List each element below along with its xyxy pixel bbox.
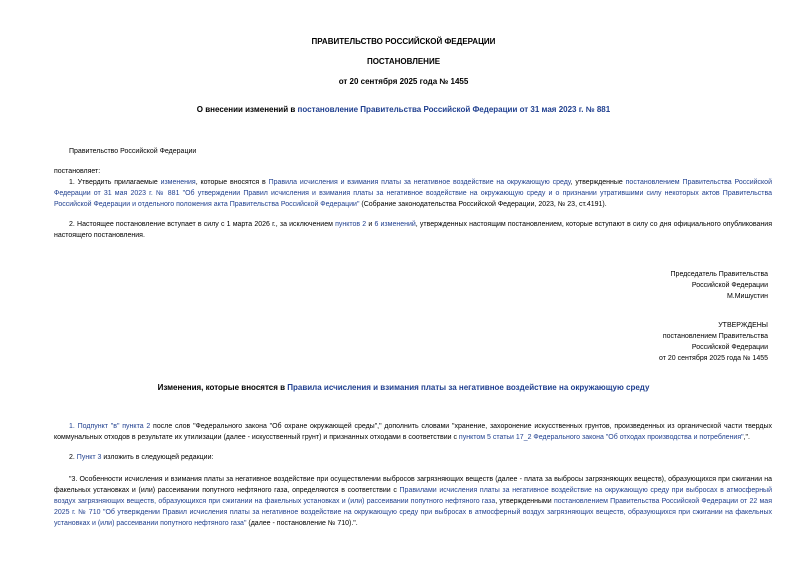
doc-type-heading: ПОСТАНОВЛЕНИЕ <box>366 57 441 66</box>
change-1-text-c: ,". <box>743 434 750 441</box>
item-1-text-b: , которые вносятся в <box>195 179 269 186</box>
subpoint-v-link[interactable]: 1. Подпункт "в" <box>69 423 120 430</box>
rules-link[interactable]: Правила исчисления и взимания платы за негативное воздействие на окружающую среду <box>268 179 571 186</box>
points-2-link[interactable]: пунктов 2 <box>335 221 367 228</box>
changes-title <box>0 382 807 393</box>
signature-line-3: М.Мишустин <box>726 293 768 300</box>
doc-title-prefix: О внесении изменений в <box>196 105 298 114</box>
doc-date-number: от 20 сентября 2025 года № 1455 <box>338 77 469 86</box>
waste-law-link[interactable]: пунктом 5 статьи 17_2 Федерального закона "Об отходах производства и потребления" <box>458 434 744 441</box>
item-1 <box>54 177 772 210</box>
resolution-710-link[interactable]: постановлением Правительства Российской Федерации от 22 мая 2025 г. № 710 "Об утверждении Правил исчисления платы за негативное воздействие на окружающую среду при выбросах в атмосферный воздух загрязняющих веществ, образующихся при сжигании на факельных установках и (или) рассеивании попутного нефтяного газа" <box>54 498 772 527</box>
item-2-text-b: и <box>366 221 375 228</box>
approved-line-2: постановлением Правительства <box>662 333 768 340</box>
change-2-text-a: 2. <box>69 454 77 461</box>
item-1-text-a: 1. Утвердить прилагаемые <box>69 179 161 186</box>
approved-line-1: УТВЕРЖДЕНЫ <box>718 322 768 329</box>
point-3-link[interactable]: Пункт 3 <box>76 454 102 461</box>
approved-line-3: Российской Федерации <box>691 344 768 351</box>
change-1-text-b: после слов "Федерального закона "Об охране окружающей среды"," дополнить словами "хранение, захоронение искусственных грунтов, произведенных из органической части твердых коммунальных отходов в результате их утилизации (далее - искусственный грунт) и признанных отходами в соответствии с <box>54 423 772 441</box>
govt-label: Правительство Российской Федерации <box>69 148 197 155</box>
item-2-text-a: 2. Настоящее постановление вступает в силу с 1 марта 2026 г., за исключением <box>69 221 336 228</box>
quote-text-c: (далее - постановление № 710).". <box>246 520 358 527</box>
change-2-text-b: изложить в следующей редакции: <box>101 454 214 461</box>
doc-title <box>0 104 807 115</box>
quote-text-b: , утвержденными <box>495 498 554 505</box>
change-2 <box>54 452 772 463</box>
item-2 <box>54 219 772 241</box>
changes-link[interactable]: изменения <box>160 179 196 186</box>
signature-line-2: Российской Федерации <box>691 282 768 289</box>
changes-title-rules-link[interactable]: Правила исчисления и взимания платы за негативное воздействие на окружающую среду <box>287 383 650 392</box>
resolves-label: постановляет: <box>54 168 101 175</box>
org-heading: ПРАВИТЕЛЬСТВО РОССИЙСКОЙ ФЕДЕРАЦИИ <box>311 37 496 46</box>
quoted-point-3 <box>54 474 772 529</box>
approved-line-4: от 20 сентября 2025 года № 1455 <box>658 355 768 362</box>
title-resolution-link[interactable]: постановление Правительства Российской Федерации от 31 мая 2023 г. № 881 <box>297 105 611 114</box>
item-1-text-d: (Собрание законодательства Российской Федерации, 2023, № 23, ст.4191). <box>359 201 607 208</box>
flaring-rules-link[interactable]: Правилами исчисления платы за негативное воздействие на окружающую среду при выбросах в атмосферный воздух загрязняющих веществ, образующихся при сжигании на факельных установках и (или) рассеивании попутного нефтяного газа <box>54 487 772 505</box>
changes-title-prefix: Изменения, которые вносятся в <box>157 383 288 392</box>
resolution-881-link[interactable]: постановлением Правительства Российской Федерации от 31 мая 2023 г. № 881 "Об утверждении Правил исчисления и взимания платы за негативное воздействие на окружающую среду и о признании утратившими силу некоторых актов Правительства Российской Федерации и отдельного положения акта Правительства Российской Федерации" <box>54 179 772 208</box>
item-2-text-c: , утвержденных настоящим постановлением, которые вступают в силу со дня официального опубликования настоящего постановления. <box>54 221 772 239</box>
item-1-text-c: , утвержденные <box>570 179 626 186</box>
approved-block <box>548 320 768 364</box>
signature-block <box>548 269 768 302</box>
signature-line-1: Председатель Правительства <box>670 271 768 278</box>
changes-6-link[interactable]: 6 изменений <box>374 221 416 228</box>
quote-text-a: "3. Особенности исчисления и взимания платы за негативное воздействие при осуществлении выбросов загрязняющих веществ (далее - плата за выбросы загрязняющих веществ), образующихся при сжигании на факельных установках и (или) рассеивании попутного нефтяного газа, определяются в соответствии с <box>54 476 772 494</box>
point-2-link[interactable]: пункта 2 <box>122 423 151 430</box>
change-1 <box>54 421 772 443</box>
